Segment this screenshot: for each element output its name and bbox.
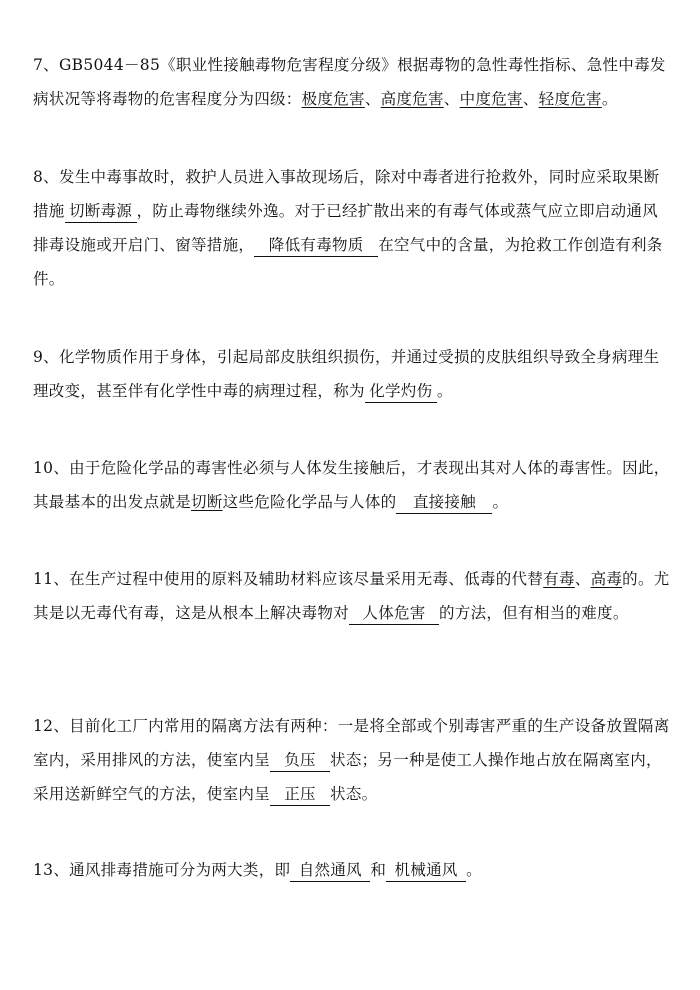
q11-answer-2: 高毒 — [590, 570, 623, 588]
question-7: 7、GB5044－85《职业性接触毒物危害程度分级》根据毒物的急性毒性指标、急性中毒发病状况等将毒物的危害程度分为四级：极度危害、高度危害、中度危害、轻度危害。 — [33, 56, 666, 108]
q7-answer-3: 中度危害 — [459, 90, 523, 108]
question-10: 10、由于危险化学品的毒害性必须与人体发生接触后，才表现出其对人体的毒害性。因此，其最基本的出发点就是切断这些危险化学品与人体的 直接接触 。 — [33, 451, 673, 519]
q10-answer-2: 直接接触 — [396, 491, 492, 514]
q10-text-2: 这些危险化学品与人体的 — [222, 493, 397, 511]
q13-text-2: 和 — [370, 861, 387, 879]
q12-text-3: 状态。 — [330, 785, 378, 803]
q10-answer-1: 切断 — [191, 493, 223, 511]
question-11: 11、在生产过程中使用的原料及辅助材料应该尽量采用无毒、低毒的代替有毒、高毒的。尤其是以无毒代有毒，这是从根本上解决毒物对 人体危害 的方法，但有相当的难度。 — [33, 562, 673, 630]
q12-answer-1: 负压 — [270, 749, 330, 772]
q12-answer-2: 正压 — [270, 783, 330, 806]
q11-text-3: 的方法，但有相当的难度。 — [439, 604, 629, 622]
q8-text-1: 8、发生中毒事故时，救护人员进入事故现场后，除对中毒者进行抢救外，同时应采取果断措施 — [33, 168, 660, 220]
question-8 — [33, 160, 673, 296]
q13-answer-1: 自然通风 — [290, 859, 370, 882]
q9-answer-1: 化学灼伤 — [365, 380, 437, 403]
q11-answer-3: 人体危害 — [349, 602, 439, 625]
q8-text-3: 在空气中的含量，为抢救工作创造有利条件。 — [33, 236, 663, 288]
q12-text-2: 状态；另一种是使工人操作地占放在隔离室内，采用送新鲜空气的方法，使室内呈 — [33, 751, 662, 803]
q11-text-1: 11、在生产过程中使用的原料及辅助材料应该尽量采用无毒、低毒的代替 — [33, 570, 544, 588]
q11-text-2: 的。尤其是以无毒代有毒，这是从根本上解决毒物对 — [33, 570, 670, 622]
question-12 — [33, 709, 673, 811]
question-13: 13、通风排毒措施可分为两大类，即 自然通风 和 机械通风 。 — [33, 853, 673, 887]
q7-answer-2: 高度危害 — [380, 90, 444, 108]
q7-answer-4: 轻度危害 — [538, 90, 602, 108]
q8-answer-2: 降低有毒物质 — [254, 234, 378, 257]
q13-answer-2: 机械通风 — [386, 859, 466, 882]
q8-answer-1: 切断毒源 — [65, 200, 137, 223]
q9-text: 9、化学物质作用于身体，引起局部皮肤组织损伤，并通过受损的皮肤组织导致全身病理生理改变，甚至伴有化学性中毒的病理过程，称为 — [33, 348, 660, 400]
q7-answer-1: 极度危害 — [301, 90, 365, 108]
q12-text-1: 12、目前化工厂内常用的隔离方法有两种：一是将全部或个别毒害严重的生产设备放置隔离室内，采用排风的方法，使室内呈 — [33, 717, 670, 769]
question-9: 9、化学物质作用于身体，引起局部皮肤组织损伤，并通过受损的皮肤组织导致全身病理生理改变，甚至伴有化学性中毒的病理过程，称为 化学灼伤 。 — [33, 340, 673, 408]
q10-text-1: 10、由于危险化学品的毒害性必须与人体发生接触后，才表现出其对人体的毒害性。因此，其最基本的出发点就是 — [33, 459, 670, 511]
q8-text-2: ，防止毒物继续外逸。对于已经扩散出来的有毒气体或蒸气应立即启动通风排毒设施或开启门、窗等措施， — [33, 202, 659, 254]
q11-answer-1: 有毒 — [543, 570, 575, 588]
q7-text: 7、GB5044－85《职业性接触毒物危害程度分级》根据毒物的急性毒性指标、急性中毒发病状况等将毒物的危害程度分为四级： — [33, 56, 666, 108]
q13-text-1: 13、通风排毒措施可分为两大类，即 — [33, 861, 291, 879]
